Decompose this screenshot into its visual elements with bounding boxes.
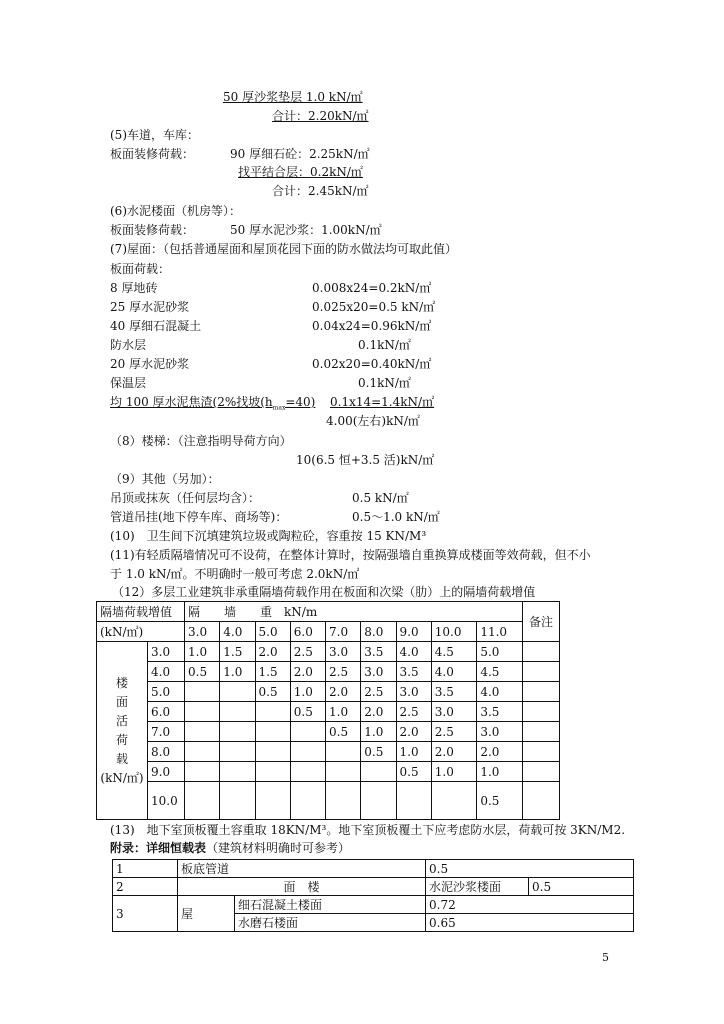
wall-weight-col-header: 8.0 (361, 622, 396, 642)
table-cell: 3.5 (396, 662, 431, 682)
table-row (97, 662, 560, 682)
table-cell: 0.65 (426, 914, 634, 932)
table-cell (220, 722, 255, 742)
remark-cell (523, 642, 560, 662)
text-line: 合计：2.45kN/㎡ (272, 184, 369, 198)
table-cell: 4.0 (431, 662, 477, 682)
table-cell: 0.5 (326, 722, 361, 742)
layer-load: 0.025x20=0.5 kN/㎡ (312, 300, 436, 314)
table-row (97, 722, 560, 742)
text-line: (10) 卫生间下沉填建筑垃圾或陶粒砼，容重按 15 KN/M³ (110, 529, 427, 543)
section-heading: (5)车道，车库： (110, 128, 199, 142)
table-cell: 0.5 (477, 782, 523, 820)
text-line: 找平结合层：0.2kN/㎡ (238, 165, 363, 179)
table-cell: 水泥沙浆楼面 (426, 878, 529, 896)
table-cell: 2.5 (361, 682, 396, 702)
table-row (97, 762, 560, 782)
wall-weight-col-header: 9.0 (396, 622, 431, 642)
section-heading: （9）其他（另加）： (110, 472, 220, 486)
table-cell: 0.72 (426, 896, 634, 914)
row-label-char: 楼 (115, 675, 128, 690)
table-header: 隔墙荷载增值 (97, 602, 185, 622)
layer-name: 均 100 厚水泥焦渣(2%找坡$(h_{max}=40)$ (110, 395, 316, 412)
remark-cell (523, 702, 560, 722)
table-cell (220, 762, 255, 782)
table-cell (220, 702, 255, 722)
text-line: 板面装修荷载： (110, 223, 195, 237)
layer-load: 0.04x24=0.96kN/㎡ (312, 319, 432, 333)
table-cell: 板底管道 (178, 860, 426, 878)
table-cell: 3.0 (396, 682, 431, 702)
wall-weight-col-header: 5.0 (255, 622, 290, 642)
text-line: 50 厚沙浆垫层 1.0 kN/㎡ (223, 90, 363, 104)
page-number: 5 (602, 951, 609, 964)
table-cell (255, 702, 290, 722)
table-cell: 4.0 (477, 682, 523, 702)
table-cell: 1.5 (220, 642, 255, 662)
table-cell: 4.5 (477, 662, 523, 682)
table-cell: 屋 (178, 896, 235, 932)
table-header-remark: 备注 (523, 602, 560, 642)
table-row (97, 702, 560, 722)
live-load-value: 7.0 (148, 722, 185, 742)
table-cell: 1.0 (220, 662, 255, 682)
section-heading: （12）多层工业建筑非承重隔墙荷载作用在板面和次梁（肋）上的隔墙荷载增值 (112, 585, 536, 599)
table-cell: 2.0 (396, 722, 431, 742)
wall-weight-col-header: 4.0 (220, 622, 255, 642)
table-row (97, 642, 560, 662)
table-cell: 0.5 (361, 742, 396, 762)
row-label-char: 荷 (115, 732, 128, 747)
wall-weight-col-header: 11.0 (477, 622, 523, 642)
table-row (97, 782, 560, 820)
layer-load: 0.02x20=0.40kN/㎡ (312, 357, 432, 371)
table-cell: 2.0 (255, 642, 290, 662)
partition-load-table (96, 601, 560, 820)
live-load-value: 10.0 (148, 782, 185, 820)
table-cell: 3.0 (361, 662, 396, 682)
total-load: 4.00(左右)kN/㎡ (326, 414, 420, 428)
remark-cell (523, 682, 560, 702)
wall-weight-col-header: 6.0 (290, 622, 325, 642)
row-label-char: (kN/㎡) (100, 770, 144, 785)
table-cell (290, 782, 325, 820)
text-line: 10(6.5 恒+3.5 活)kN/㎡ (296, 453, 435, 467)
table-cell (361, 762, 396, 782)
text-line: 0.5～1.0 kN/㎡ (352, 510, 440, 524)
dead-load-table (112, 859, 634, 932)
table-cell (326, 742, 361, 762)
row-label-char: 载 (115, 751, 128, 766)
table-cell: 3.0 (431, 702, 477, 722)
table-cell: 1 (113, 860, 178, 878)
table-cell: 1.0 (431, 762, 477, 782)
text-line: 板面装修荷载： (110, 147, 195, 161)
table-cell: 2.0 (290, 662, 325, 682)
table-cell: 2.0 (326, 682, 361, 702)
layer-load: 0.1kN/㎡ (358, 376, 411, 390)
table-cell: 4.0 (396, 642, 431, 662)
layer-name: 20 厚水泥砂浆 (110, 357, 190, 371)
layer-name: 防水层 (110, 338, 147, 352)
remark-cell (523, 662, 560, 682)
table-cell (326, 782, 361, 820)
table-cell (255, 762, 290, 782)
appendix-heading: 附录：详细恒载表（建筑材料明确时可参考） (110, 841, 351, 855)
section-heading: (7)屋面：（包括普通屋面和屋顶花园下面的防水做法均可取此值） (110, 242, 458, 256)
text-line: 90 厚细石砼：2.25kN/㎡ (230, 147, 370, 161)
table-cell: 细石混凝土楼面 (235, 896, 426, 914)
table-cell (185, 762, 220, 782)
table-cell (290, 722, 325, 742)
live-load-value: 4.0 (148, 662, 185, 682)
table-cell: 3.0 (477, 722, 523, 742)
table-cell: 2.5 (290, 642, 325, 662)
table-cell: 1.0 (326, 702, 361, 722)
row-label-char: 面 (115, 694, 128, 709)
table-cell (290, 742, 325, 762)
live-load-value: 5.0 (148, 682, 185, 702)
table-cell: 水磨石楼面 (235, 914, 426, 932)
table-cell (185, 742, 220, 762)
table-cell (396, 782, 431, 820)
table-cell: 2.0 (431, 742, 477, 762)
live-load-value: 8.0 (148, 742, 185, 762)
table-cell (220, 782, 255, 820)
table-cell: 4.5 (431, 642, 477, 662)
row-label-live-load (97, 642, 148, 820)
table-cell: 2 (113, 878, 178, 896)
text-line: 合计：2.20kN/㎡ (272, 109, 369, 123)
wall-weight-col-header: 10.0 (431, 622, 477, 642)
table-cell: 3.5 (361, 642, 396, 662)
table-cell: 3 (113, 896, 178, 932)
table-cell: 1.5 (255, 662, 290, 682)
table-cell: 1.0 (361, 722, 396, 742)
wall-weight-col-header: 7.0 (326, 622, 361, 642)
table-cell: 3.5 (477, 702, 523, 722)
text-line: (13) 地下室顶板覆土容重取 18KN/M³。地下室顶板覆土下应考虑防水层，荷载可按 3KN/M2. (110, 823, 626, 837)
remark-cell (523, 762, 560, 782)
text-line: 50 厚水泥沙浆：1.00kN/㎡ (230, 223, 382, 237)
remark-cell (523, 742, 560, 762)
wall-weight-col-header: 3.0 (185, 622, 220, 642)
table-cell (431, 782, 477, 820)
table-cell: 0.5 (396, 762, 431, 782)
layer-name: 保温层 (110, 376, 147, 390)
table-cell: 1.0 (185, 642, 220, 662)
table-cell (290, 762, 325, 782)
section-heading: (6)水泥楼面（机房等）： (110, 204, 241, 218)
layer-load: 0.1x14=1.4kN/㎡ (330, 395, 435, 409)
table-cell: 1.0 (396, 742, 431, 762)
table-cell (185, 782, 220, 820)
table-row (97, 682, 560, 702)
table-cell: 2.0 (477, 742, 523, 762)
remark-cell (523, 782, 560, 820)
layer-name: 8 厚地砖 (110, 281, 158, 295)
table-cell: 0.5 (255, 682, 290, 702)
table-cell: 0.5 (426, 860, 634, 878)
table-cell: 2.0 (361, 702, 396, 722)
text-line: (11)有轻质隔墙情况可不设荷，在整体计算时，按隔强墙自重换算成楼面等效荷载，但不小 (110, 548, 591, 562)
layer-load: 0.008x24=0.2kN/㎡ (312, 281, 432, 295)
table-cell (326, 762, 361, 782)
table-header: 隔 墙 重 kN/m (185, 602, 523, 622)
table-cell: 1.0 (477, 762, 523, 782)
table-header: (kN/㎡) (97, 622, 185, 642)
row-label-char: 活 (115, 713, 128, 728)
table-cell: 1.0 (290, 682, 325, 702)
table-cell: 3.0 (326, 642, 361, 662)
table-cell (185, 682, 220, 702)
table-cell: 3.5 (431, 682, 477, 702)
table-cell (255, 782, 290, 820)
layer-name: 40 厚细石混凝土 (110, 319, 202, 333)
remark-cell (523, 722, 560, 742)
table-cell: 0.5 (529, 878, 634, 896)
live-load-value: 3.0 (148, 642, 185, 662)
text-line: 吊顶或抹灰（任何层均含）： (110, 491, 261, 505)
table-cell: 0.5 (185, 662, 220, 682)
live-load-value: 6.0 (148, 702, 185, 722)
text-line: 于 1.0 kN/㎡。不明确时一般可考虑 2.0kN/㎡ (110, 567, 360, 581)
table-cell: 5.0 (477, 642, 523, 662)
layer-name: 25 厚水泥砂浆 (110, 300, 190, 314)
text-line: 0.5 kN/㎡ (352, 491, 409, 505)
table-cell (361, 782, 396, 820)
layer-load: 0.1kN/㎡ (358, 338, 411, 352)
section-heading: （8）楼梯：（注意指明导荷方向） (110, 434, 292, 448)
table-cell: 2.5 (326, 662, 361, 682)
table-cell: 2.5 (396, 702, 431, 722)
table-row (97, 742, 560, 762)
table-cell: 0.5 (290, 702, 325, 722)
table-cell (185, 702, 220, 722)
table-cell (255, 722, 290, 742)
text-line: 板面荷载： (110, 262, 171, 276)
table-cell: 2.5 (431, 722, 477, 742)
table-cell (220, 682, 255, 702)
table-cell (255, 742, 290, 762)
table-cell (220, 742, 255, 762)
live-load-value: 9.0 (148, 762, 185, 782)
table-cell (185, 722, 220, 742)
table-cell: 面 楼 (178, 878, 426, 896)
text-line: 管道吊挂(地下停车库、商场等)： (110, 510, 288, 524)
